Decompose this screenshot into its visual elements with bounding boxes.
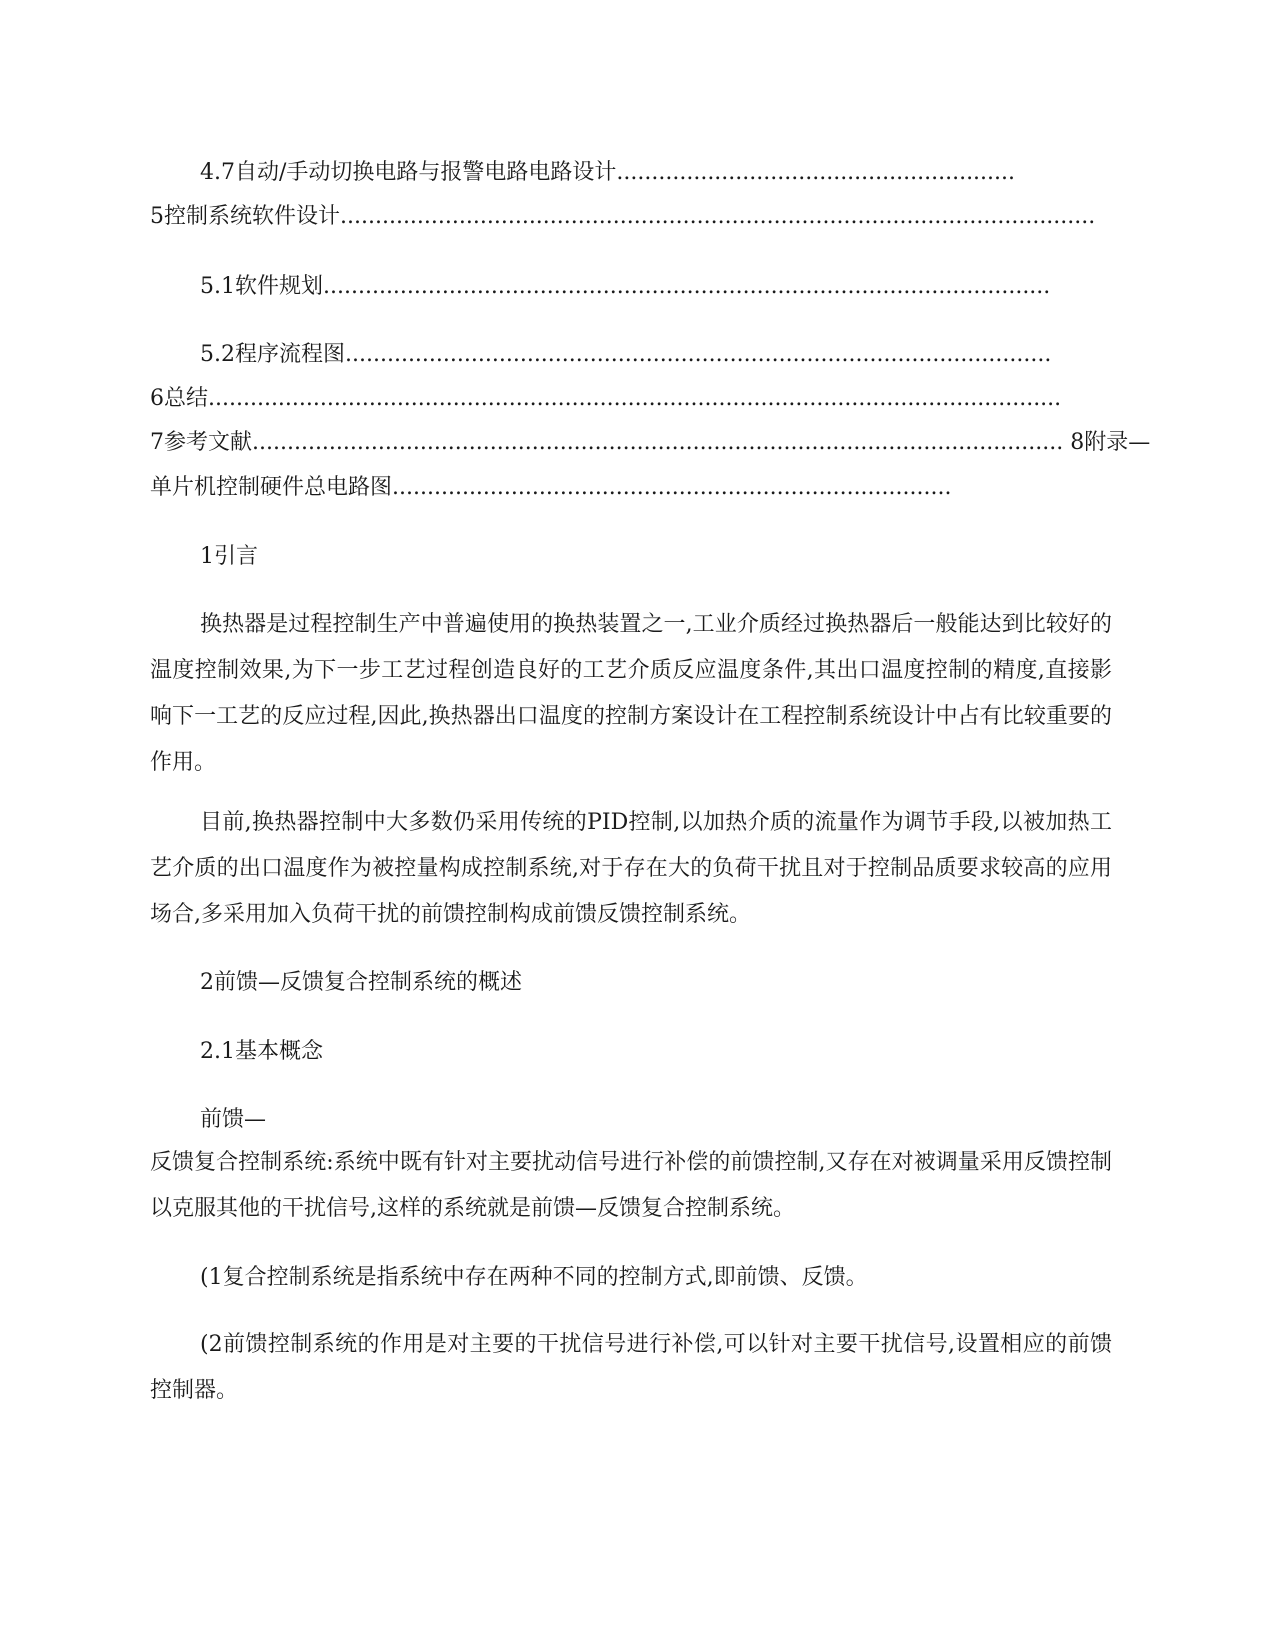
list-item: (1复合控制系统是指系统中存在两种不同的控制方式,即前馈、反馈。 bbox=[200, 1265, 868, 1290]
toc-entry-6 bbox=[150, 384, 1061, 414]
list-item: (2前馈控制系统的作用是对主要的干扰信号进行补偿,可以针对主要干扰信号,设置相应的前馈控制器。 bbox=[150, 1332, 1112, 1403]
toc-leader-dots: .................................................................................................................... bbox=[252, 430, 1071, 455]
toc-entry-5 bbox=[150, 202, 1095, 232]
toc-entry-5-1 bbox=[200, 272, 1050, 302]
paragraph: 目前,换热器控制中大多数仍采用传统的PID控制,以加热介质的流量作为调节手段,以被加热工艺介质的出口温度作为被控量构成控制系统,对于存在大的负荷干扰且对于控制品质要求较高的应用场合,多采用加入负荷干扰的前馈控制构成前馈反馈控制系统。 bbox=[150, 810, 1112, 927]
paragraph: 换热器是过程控制生产中普遍使用的换热装置之一,工业介质经过换热器后一般能达到比较好的温度控制效果,为下一步工艺过程创造良好的工艺介质反应温度条件,其出口温度控制的精度,直接影响下一工艺的反应过程,因此,换热器出口温度的控制方案设计在工程控制系统设计中占有比较重要的作用。 bbox=[150, 612, 1112, 775]
section-heading: 2前馈—反馈复合控制系统的概述 bbox=[200, 970, 522, 995]
section-heading: 1引言 bbox=[200, 544, 258, 569]
subsection-heading: 2.1基本概念 bbox=[200, 1039, 323, 1064]
toc-leader-dots: ..................................................................................................... bbox=[345, 342, 1052, 367]
toc-label: 单片机控制硬件总电路图 bbox=[150, 475, 393, 500]
toc-label: 5.2程序流程图 bbox=[200, 342, 345, 367]
toc-label: 4.7自动/手动切换电路与报警电路电路设计 bbox=[200, 160, 617, 185]
toc-label: 8附录— bbox=[1070, 430, 1151, 455]
toc-entry-8 bbox=[150, 473, 951, 503]
toc-label: 5.1软件规划 bbox=[200, 274, 323, 299]
toc-leader-dots: .......................................................................................................................... bbox=[208, 386, 1062, 411]
toc-entry-4-7 bbox=[200, 158, 1015, 188]
toc-label: 5控制系统软件设计 bbox=[150, 204, 340, 229]
toc-entry-5-2 bbox=[200, 340, 1051, 370]
paragraph: 反馈复合控制系统:系统中既有针对主要扰动信号进行补偿的前馈控制,又存在对被调量采用反馈控制以克服其他的干扰信号,这样的系统就是前馈—反馈复合控制系统。 bbox=[150, 1150, 1112, 1221]
toc-label: 6总结 bbox=[150, 386, 208, 411]
toc-leader-dots: ........................................................................................................ bbox=[323, 274, 1051, 299]
toc-leader-dots: ......................................................... bbox=[616, 160, 1016, 185]
toc-entry-7 bbox=[150, 428, 1150, 458]
toc-leader-dots: ................................................................................ bbox=[392, 475, 952, 500]
paragraph-lead: 前馈— bbox=[200, 1107, 267, 1132]
toc-leader-dots: ............................................................................................................ bbox=[340, 204, 1096, 229]
toc-label: 7参考文献 bbox=[150, 430, 252, 455]
